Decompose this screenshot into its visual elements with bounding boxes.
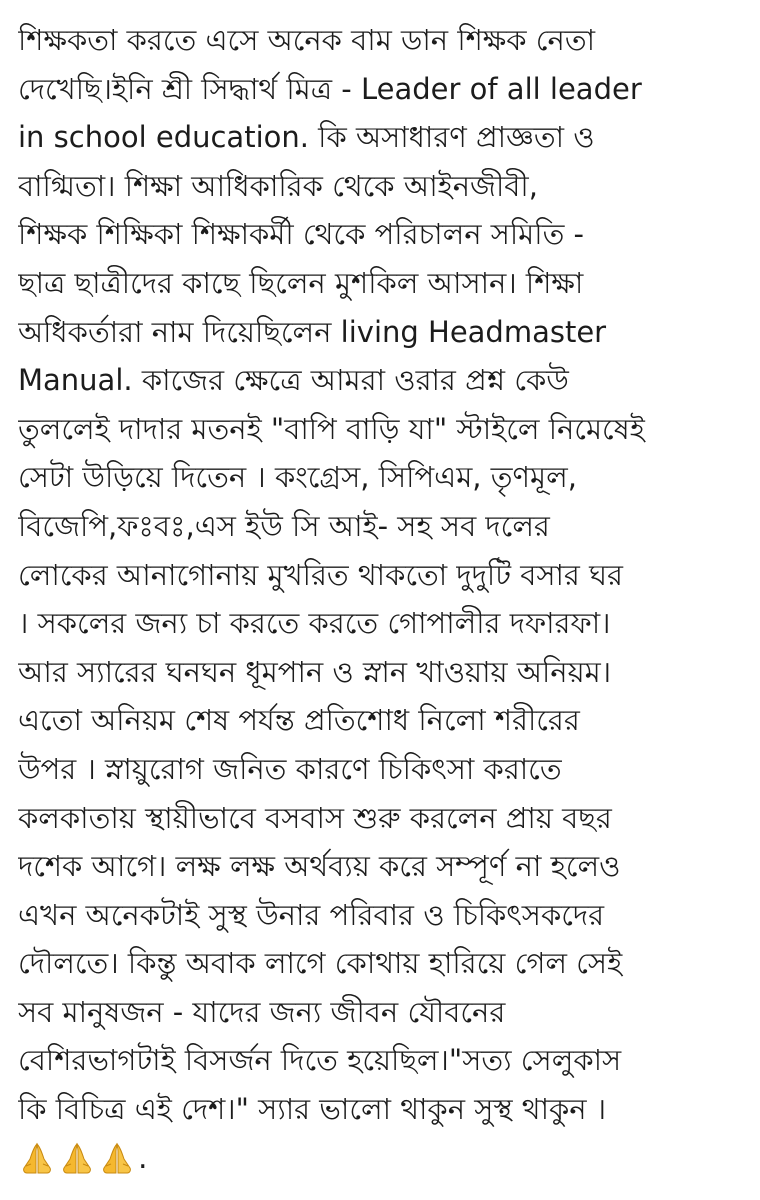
post-line: কি বিচিত্র এই দেশ।" স্যার ভালো থাকুন সুস্থ থাকুন ।	[18, 1092, 607, 1127]
post-line: দেখেছি।ইনি শ্রী সিদ্ধার্থ মিত্র - Leader of all leader	[18, 71, 642, 106]
post-line: এতো অনিয়ম শেষ পর্যন্ত প্রতিশোধ নিলো শরীরের	[18, 703, 580, 738]
post-line: । সকলের জন্য চা করতে করতে গোপালীর দফারফা।	[18, 606, 611, 641]
post-line: আর স্যারের ঘনঘন ধূমপান ও স্নান খাওয়ায় অনিয়ম।	[18, 654, 612, 689]
post-line: দশেক আগে। লক্ষ লক্ষ অর্থব্যয় করে সম্পূর্ণ না হলেও	[18, 849, 621, 884]
post-line: অধিকর্তারা নাম দিয়েছিলেন living Headmaster	[18, 314, 607, 349]
post-line: সেটা উড়িয়ে দিতেন । কংগ্রেস, সিপিএম, তৃণমূল,	[18, 460, 577, 495]
post-line: in school education. কি অসাধারণ প্রাজ্ঞতা ও	[18, 120, 595, 155]
folded-hands-icon	[18, 1141, 56, 1177]
post-line: বেশিরভাগটাই বিসর্জন দিতে হয়েছিল।"সত্য সেলুকাস	[18, 1043, 622, 1078]
post-line: শিক্ষক শিক্ষিকা শিক্ষাকর্মী থেকে পরিচালন সমিতি -	[18, 217, 585, 252]
post-line: তুললেই দাদার মতনই "বাপি বাড়ি যা" স্টাইলে নিমেষেই	[18, 411, 645, 446]
folded-hands-icon	[58, 1141, 96, 1177]
post-body-text	[18, 16, 748, 1184]
post-line: শিক্ষকতা করতে এসে অনেক বাম ডান শিক্ষক নেতা	[18, 23, 596, 57]
post-line: এখন অনেকটাই সুস্থ উনার পরিবার ও চিকিৎসকদের	[18, 897, 605, 932]
folded-hands-icon	[98, 1141, 136, 1177]
post-line: বাগ্মিতা। শিক্ষা আধিকারিক থেকে আইনজীবী,	[18, 168, 538, 203]
post-line: ছাত্র ছাত্রীদের কাছে ছিলেন মুশকিল আসান। শিক্ষা	[18, 265, 584, 300]
post-line: দৌলতে। কিন্তু অবাক লাগে কোথায় হারিয়ে গেল সেই	[18, 946, 623, 981]
post-line: উপর । স্নায়ুরোগ জনিত কারণে চিকিৎসা করাতে	[18, 751, 562, 786]
closing-period: .	[138, 1140, 148, 1176]
post-line: Manual. কাজের ক্ষেত্রে আমরা ওরার প্রশ্ন কেউ	[18, 363, 569, 398]
post-line: সব মানুষজন - যাদের জন্য জীবন যৌবনের	[18, 994, 506, 1029]
post-line: কলকাতায় স্থায়ীভাবে বসবাস শুরু করলেন প্রায় বছর	[18, 800, 612, 835]
post-line: বিজেপি,ফঃবঃ,এস ইউ সি আই- সহ সব দলের	[18, 508, 550, 543]
closing-emoji-line	[18, 1134, 748, 1184]
post-line: লোকের আনাগোনায় মুখরিত থাকতো দুদুটি বসার ঘর	[18, 557, 623, 592]
